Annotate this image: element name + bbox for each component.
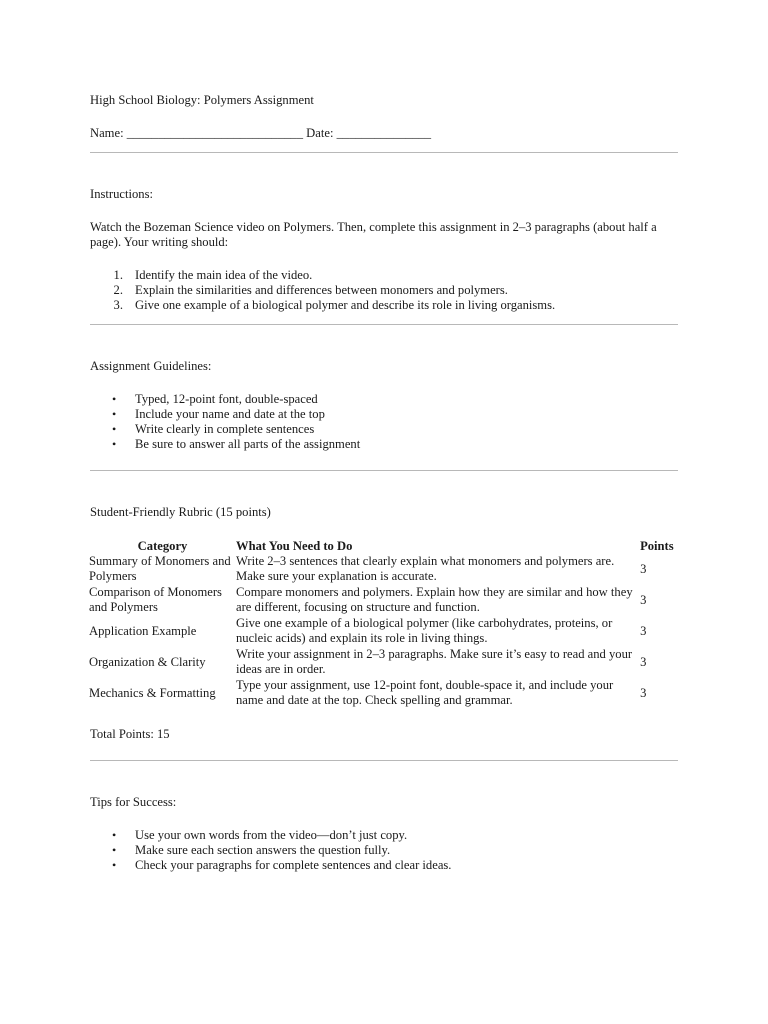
category-cell: Comparison of Monomers and Polymers — [89, 585, 222, 614]
points-cell: 3 — [640, 623, 647, 638]
divider — [90, 152, 678, 153]
description-cell: Give one example of a biological polymer (like carbohydrates, proteins, or nucleic acids) and explain its role in living things. — [236, 616, 613, 645]
category-cell: Application Example — [89, 623, 197, 638]
points-cell: 3 — [640, 561, 647, 576]
list-item: • Use your own words from the video—don’t just copy. — [112, 828, 408, 842]
tips-heading: Tips for Success: — [90, 795, 177, 809]
bullet-icon: • — [112, 843, 117, 857]
points-cell: 3 — [640, 592, 647, 607]
list-item: 3. Give one example of a biological polymer and describe its role in living organisms. — [113, 298, 556, 312]
name-date-line: Name: ____________________________ Date: _______________ — [90, 126, 432, 140]
bullet-icon: • — [112, 407, 117, 421]
document-page — [90, 93, 680, 873]
list-item: • Make sure each section answers the question fully. — [112, 843, 391, 857]
list-item: • Write clearly in complete sentences — [112, 422, 315, 436]
category-cell: Mechanics & Formatting — [89, 685, 216, 700]
guidelines-heading: Assignment Guidelines: — [90, 359, 212, 373]
list-item: • Check your paragraphs for complete sentences and clear ideas. — [112, 858, 452, 872]
description-cell: Compare monomers and polymers. Explain how they are similar and how they are different, focusing on structure and function. — [236, 585, 633, 614]
divider — [90, 760, 678, 761]
description-cell: Write 2–3 sentences that clearly explain what monomers and polymers are. Make sure your explanation is accurate. — [236, 554, 615, 583]
description-cell: Write your assignment in 2–3 paragraphs. Make sure it’s easy to read and your ideas are in order. — [236, 647, 633, 676]
instructions-list — [90, 268, 680, 313]
list-item: • Typed, 12-point font, double-spaced — [112, 392, 318, 406]
list-item: 2. Explain the similarities and differences between monomers and polymers. — [113, 283, 508, 297]
bullet-icon: • — [112, 858, 117, 872]
bullet-icon: • — [112, 828, 117, 842]
table-row — [89, 554, 680, 585]
document-title: High School Biology: Polymers Assignment — [90, 93, 314, 107]
rubric-table — [89, 538, 680, 709]
points-cell: 3 — [640, 654, 647, 669]
description-cell: Type your assignment, use 12-point font, double-space it, and include your name and date at the top. Check spelling and grammar. — [236, 678, 614, 707]
tips-list — [90, 828, 680, 873]
bullet-icon: • — [112, 392, 117, 406]
divider — [90, 324, 678, 325]
category-cell: Organization & Clarity — [89, 654, 206, 669]
column-header-category: Category — [137, 538, 188, 553]
bullet-icon: • — [112, 437, 117, 451]
table-row — [89, 647, 680, 678]
rubric-heading: Student-Friendly Rubric (15 points) — [90, 505, 271, 519]
list-item: • Include your name and date at the top — [112, 407, 325, 421]
table-row — [89, 616, 680, 647]
divider — [90, 470, 678, 471]
points-cell: 3 — [640, 685, 647, 700]
category-cell: Summary of Monomers and Polymers — [89, 554, 231, 583]
instructions-intro: Watch the Bozeman Science video on Polymers. Then, complete this assignment in 2–3 paragraphs (about half a page). Your writing should: — [90, 220, 657, 249]
table-row — [89, 585, 680, 616]
column-header-points: Points — [640, 538, 674, 553]
table-header-row — [89, 538, 680, 554]
total-points: Total Points: 15 — [90, 727, 170, 741]
bullet-icon: • — [112, 422, 117, 436]
list-item: • Be sure to answer all parts of the assignment — [112, 437, 361, 451]
instructions-heading: Instructions: — [90, 187, 153, 201]
guidelines-list — [90, 392, 680, 452]
column-header-description: What You Need to Do — [236, 538, 353, 553]
table-row — [89, 678, 680, 709]
list-item: 1. Identify the main idea of the video. — [113, 268, 313, 282]
